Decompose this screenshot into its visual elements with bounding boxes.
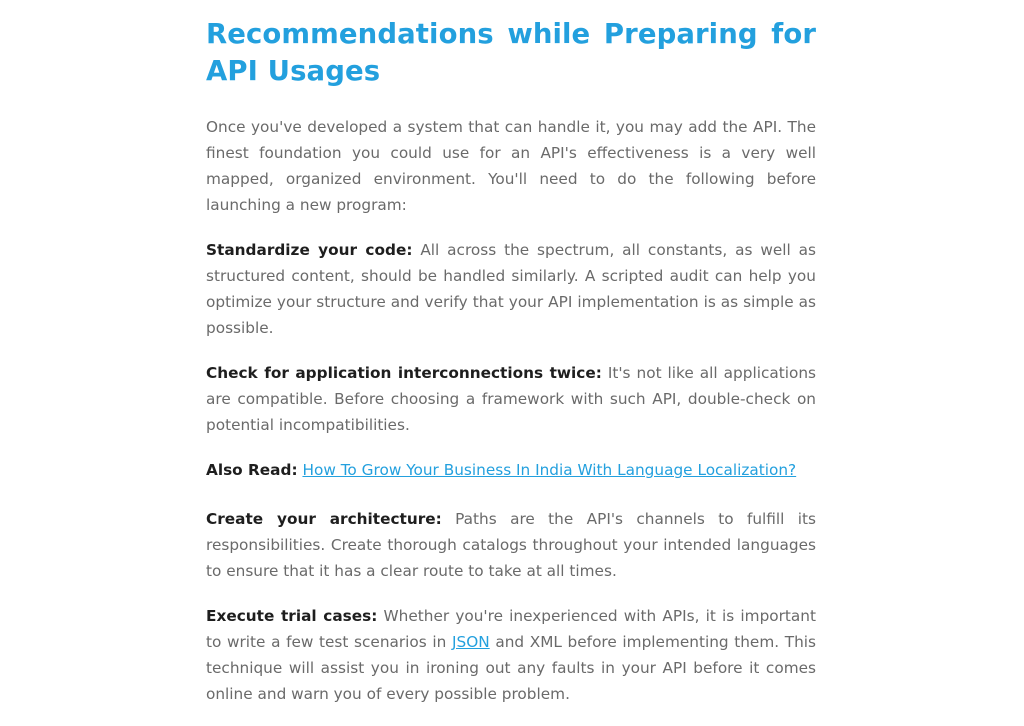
page-title: Recommendations while Preparing for API Usages bbox=[206, 18, 816, 87]
intro-paragraph: Once you've developed a system that can handle it, you may add the API. The finest foundation you could use for an API's effectiveness is a very well mapped, organized environment. You'll need to do the following before launching a new program: bbox=[206, 118, 816, 214]
standardize-paragraph bbox=[206, 237, 816, 341]
check-label: Check for application interconnections twice: bbox=[206, 364, 602, 382]
check-text: It's not like all applications are compatible. Before choosing a framework with such API, double-check on potential incompatibilities. bbox=[206, 364, 817, 434]
trial-text-after: and XML before implementing them. This technique will assist you in ironing out any faults in your API before it comes online and warn you of every possible problem. bbox=[206, 633, 816, 703]
trial-label: Execute trial cases: bbox=[206, 607, 378, 625]
architecture-paragraph bbox=[206, 506, 816, 584]
trial-paragraph bbox=[206, 603, 816, 707]
architecture-label: Create your architecture: bbox=[206, 510, 442, 528]
standardize-text: All across the spectrum, all constants, as well as structured content, should be handled similarly. A scripted audit can help you optimize your structure and verify that your API implementation is as simple as possible. bbox=[206, 241, 816, 337]
also-read-label: Also Read: bbox=[206, 461, 298, 479]
check-paragraph bbox=[206, 360, 816, 438]
json-link[interactable]: JSON bbox=[451, 633, 490, 651]
standardize-label: Standardize your code: bbox=[206, 241, 413, 259]
architecture-text: Paths are the API's channels to fulfill its responsibilities. Create thorough catalogs throughout your intended languages to ensure that it has a clear route to take at all times. bbox=[206, 510, 816, 580]
trial-text-before: Whether you're inexperienced with APIs, it is important to write a few test scenarios in bbox=[206, 607, 816, 651]
also-read-paragraph bbox=[206, 457, 816, 483]
also-read-link[interactable]: How To Grow Your Business In India With Language Localization? bbox=[302, 461, 797, 479]
article bbox=[206, 16, 816, 726]
